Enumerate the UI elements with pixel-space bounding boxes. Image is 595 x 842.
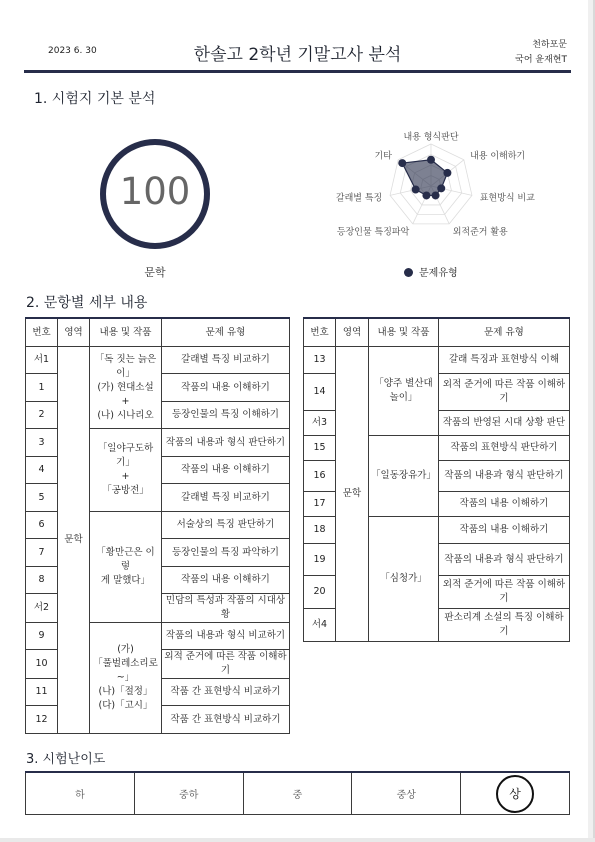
radar-axis-label: 표현방식 비교 <box>479 193 535 204</box>
question-number: 12 <box>26 706 58 734</box>
question-type: 작품 간 표현방식 비교하기 <box>162 706 290 734</box>
question-type: 서술상의 특징 판단하기 <box>162 512 290 539</box>
question-number: 15 <box>304 436 336 461</box>
radar-axis-label: 갈래별 특징 <box>335 193 383 204</box>
header-area: 영역 <box>336 318 369 347</box>
question-type: 갈래 특징과 표현방식 이해 <box>439 347 570 374</box>
question-number: 서4 <box>304 609 336 642</box>
question-number: 4 <box>26 457 58 484</box>
question-number: 17 <box>304 492 336 517</box>
header-area: 영역 <box>58 318 90 347</box>
question-type: 판소리계 소설의 특징 이해하기 <box>439 609 570 642</box>
radar-point <box>427 156 435 164</box>
header-rule <box>24 70 571 73</box>
question-number: 7 <box>26 539 58 567</box>
question-type: 작품의 내용 이해하기 <box>439 517 570 544</box>
gauge-value: 100 <box>119 170 191 213</box>
question-number: 서1 <box>26 347 58 374</box>
question-type: 작품의 내용 이해하기 <box>162 567 290 594</box>
work-cell: 「일동장유가」 <box>369 436 439 517</box>
question-table-left <box>25 317 290 734</box>
header-work: 내용 및 작품 <box>90 318 162 347</box>
question-number: 5 <box>26 484 58 512</box>
legend-label: 문제유형 <box>419 268 458 279</box>
table-row <box>304 347 570 374</box>
section-3-title: 3. 시험난이도 <box>26 752 106 767</box>
radar-axis-label: 등장인물 특징파악 <box>336 227 410 238</box>
question-type: 민담의 특성과 작품의 시대상황 <box>162 594 290 623</box>
radar-point <box>443 169 451 177</box>
question-type: 등장인물의 특징 이해하기 <box>162 402 290 429</box>
work-cell: (가) 「풀벌레소리로~」 (나)「절정」 (다)「고시」 <box>90 623 162 734</box>
section-2-title: 2. 문항별 세부 내용 <box>26 295 148 311</box>
radar-axis-label: 기타 <box>374 151 392 162</box>
question-number: 11 <box>26 679 58 706</box>
difficulty-level-label: 중상 <box>396 790 416 801</box>
question-number: 16 <box>304 461 336 492</box>
question-type: 작품의 내용 이해하기 <box>162 457 290 484</box>
table-header-row <box>26 318 290 347</box>
header-number: 번호 <box>26 318 58 347</box>
question-number: 20 <box>304 576 336 609</box>
difficulty-level <box>352 773 461 814</box>
question-number: 1 <box>26 374 58 402</box>
radar-point <box>432 191 440 199</box>
question-type: 작품의 내용 이해하기 <box>439 492 570 517</box>
question-type: 작품의 내용 이해하기 <box>162 374 290 402</box>
radar-legend <box>404 264 458 279</box>
radar-point <box>412 186 420 194</box>
work-cell: 「독 짓는 늙은이」 (가) 현대소설 + (나) 시나리오 <box>90 347 162 429</box>
gauge-label: 문학 <box>144 266 166 279</box>
radar-axis-label: 내용 형식판단 <box>403 132 459 143</box>
question-number: 13 <box>304 347 336 374</box>
question-type: 작품 간 표현방식 비교하기 <box>162 679 290 706</box>
difficulty-level <box>135 773 244 814</box>
question-number: 8 <box>26 567 58 594</box>
area-cell: 문학 <box>58 347 90 734</box>
question-number: 3 <box>26 429 58 457</box>
author-info <box>515 38 567 68</box>
question-number: 2 <box>26 402 58 429</box>
question-number: 서2 <box>26 594 58 623</box>
radar-axis-label: 내용 이해하기 <box>470 151 526 162</box>
difficulty-level-label: 하 <box>75 790 85 801</box>
bottom-edge <box>0 838 595 842</box>
radar-chart <box>325 118 555 253</box>
question-type: 작품의 내용과 형식 판단하기 <box>162 429 290 457</box>
question-number: 14 <box>304 374 336 411</box>
academy-name: 천하포문 <box>532 40 567 50</box>
question-number: 19 <box>304 544 336 576</box>
work-cell: 「양주 별산대놀이」 <box>369 347 439 436</box>
header-work: 내용 및 작품 <box>369 318 439 347</box>
header-number: 번호 <box>304 318 336 347</box>
radar-axis-label: 외적준거 활용 <box>452 227 508 238</box>
question-table-right <box>303 317 570 642</box>
question-type: 갈래별 특징 비교하기 <box>162 484 290 512</box>
radar-point <box>422 191 430 199</box>
radar-point <box>398 159 406 167</box>
question-type: 작품의 내용과 형식 판단하기 <box>439 544 570 576</box>
work-cell: 「일야구도하기」 + 「공방전」 <box>90 429 162 512</box>
question-type: 작품의 표현방식 판단하기 <box>439 436 570 461</box>
question-number: 10 <box>26 650 58 679</box>
question-type: 작품의 내용과 형식 판단하기 <box>439 461 570 492</box>
difficulty-level-label: 중하 <box>179 790 199 801</box>
question-type: 외적 준거에 따른 작품 이해하기 <box>439 374 570 411</box>
work-cell: 「심청가」 <box>369 517 439 642</box>
question-number: 9 <box>26 623 58 650</box>
question-type: 외적 준거에 따른 작품 이해하기 <box>162 650 290 679</box>
difficulty-level-label: 상 <box>496 775 534 813</box>
work-cell: 「황만근은 이렇 게 말했다」 <box>90 512 162 623</box>
legend-dot <box>404 268 413 277</box>
difficulty-level <box>461 773 570 814</box>
difficulty-scale <box>25 771 570 815</box>
area-cell: 문학 <box>336 347 369 642</box>
header-type: 문제 유형 <box>439 318 570 347</box>
question-number: 18 <box>304 517 336 544</box>
header-type: 문제 유형 <box>162 318 290 347</box>
section-1-title: 1. 시험지 기본 분석 <box>34 91 156 107</box>
question-type: 작품의 반영된 시대 상황 판단 <box>439 411 570 436</box>
question-type: 등장인물의 특징 파악하기 <box>162 539 290 567</box>
exam-date: 2023 6. 30 <box>48 46 97 56</box>
teacher-name: 국어 윤재현T <box>515 55 567 65</box>
question-type: 외적 준거에 따른 작품 이해하기 <box>439 576 570 609</box>
radar-point <box>437 184 445 192</box>
difficulty-level-label: 중 <box>292 790 303 801</box>
table-header-row <box>304 318 570 347</box>
table-row <box>26 347 290 374</box>
question-number: 서3 <box>304 411 336 436</box>
question-number: 6 <box>26 512 58 539</box>
difficulty-level <box>25 773 135 814</box>
question-type: 작품의 내용과 형식 비교하기 <box>162 623 290 650</box>
page-title: 한솔고 2학년 기말고사 분석 <box>193 45 402 65</box>
question-type: 갈래별 특징 비교하기 <box>162 347 290 374</box>
difficulty-level <box>244 773 353 814</box>
